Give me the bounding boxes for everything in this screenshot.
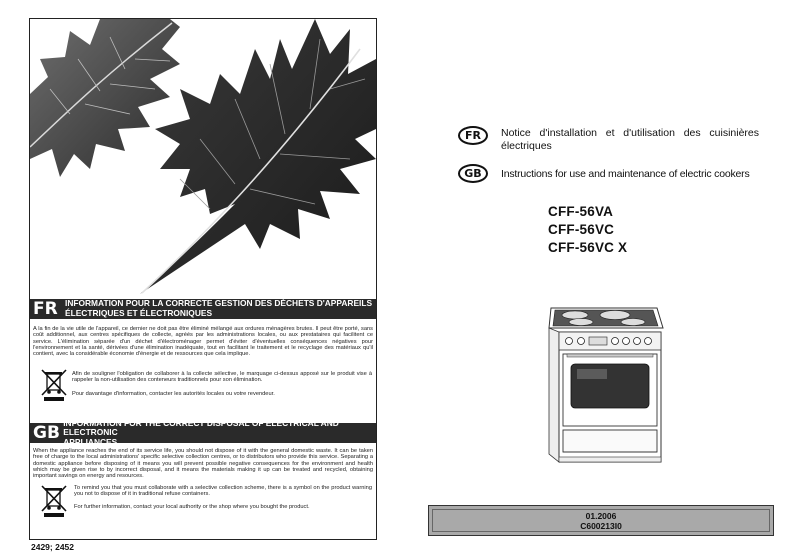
fr-section-title xyxy=(63,299,372,318)
fr-section-title-line2: ÉLECTRIQUES ET ÉLECTRONIQUES xyxy=(65,308,213,318)
crossed-out-wheelie-bin-icon xyxy=(40,484,68,518)
fr-section-header xyxy=(30,299,376,319)
model-list xyxy=(548,203,627,257)
crossed-out-wheelie-bin-icon xyxy=(40,368,68,402)
fr-section-code: FR xyxy=(33,299,58,319)
fr-section-title-line1: INFORMATION POUR LA CORRECTE GESTION DES DÉCHETS D'APPAREILS xyxy=(65,298,373,309)
oak-leaf-illustration xyxy=(30,19,376,298)
document-date: 01.2006 xyxy=(585,510,617,521)
fr-document-title: Notice d'installation et d'utilisation des cuisinières électriques xyxy=(501,127,759,152)
gb-section-title-line1: INFORMATION FOR THE CORRECT DISPOSAL OF ELECTRICAL AND ELECTRONIC xyxy=(63,417,339,438)
gb-paragraph-3: For further information, contact your local authority or the shop where you bought the product. xyxy=(74,504,310,510)
gb-document-title: Instructions for use and maintenance of electric cookers xyxy=(501,168,750,180)
fr-paragraph-2: Afin de souligner l'obligation de collaborer à la collecte sélective, le marquage ci-dessus apposé sur le produit vise à rappeler la non-utilisation des conteneurs traditionnels pour son élimination. xyxy=(72,371,372,384)
document-code-box xyxy=(428,505,774,536)
gb-section-title-line2: APPLIANCES xyxy=(63,436,118,447)
gb-section-header xyxy=(30,417,376,447)
fr-language-badge: FR xyxy=(458,126,488,145)
gb-paragraph-1: When the appliance reaches the end of its service life, you should not dispose of it with the general domestic waste. It can be taken free of charge to the local administrations' specific selective collection centres, or to distributors who provide this service. Separating a domestic appliance before disposing of it means you will prevent possible negative consequences for the environment and health which may be given rise to by incorrect disposal, and it means the materials making it up can be treated and recycled, obtaining important savings on energy and resources. xyxy=(33,448,373,480)
fr-paragraph-3: Pour davantage d'information, contacter les autorités locales ou votre revendeur. xyxy=(72,391,275,397)
document-code: C600213I0 xyxy=(580,520,622,531)
gb-section-title xyxy=(61,419,376,448)
gb-language-badge: GB xyxy=(458,164,488,183)
model-name: CFF-56VC X xyxy=(548,240,628,255)
electric-cooker-illustration xyxy=(545,302,665,467)
model-name: CFF-56VA xyxy=(548,204,614,219)
fr-paragraph-1: A la fin de la vie utile de l'appareil, ce dernier ne doit pas être éliminé mélangé aux ordures ménagères brutes. Il peut être porté, sans coût additionnel, aux centres spécifiques de collecte, agréés par les administrations locales, ou aux prestataires qui facilitent ce service. L'élimination séparée d'un déchet d'électroménager permet d'éviter d'éventuelles conséquences négatives pour l'environnement et la santé, dérivées d'une élimination inadéquate, tout en facilitant le traitement et le recyclage des matériaux qu'il contient, avec la considérable économie d'énergie et de ressources que cela implique. xyxy=(33,326,373,358)
page-numbers: 2429; 2452 xyxy=(31,542,75,552)
gb-section-code: GB xyxy=(33,423,60,443)
model-name: CFF-56VC xyxy=(548,222,615,237)
gb-paragraph-2: To remind you that you must collaborate with a selective collection scheme, there is a symbol on the product warning you not to dispose of it in traditional refuse containers. xyxy=(74,485,372,498)
